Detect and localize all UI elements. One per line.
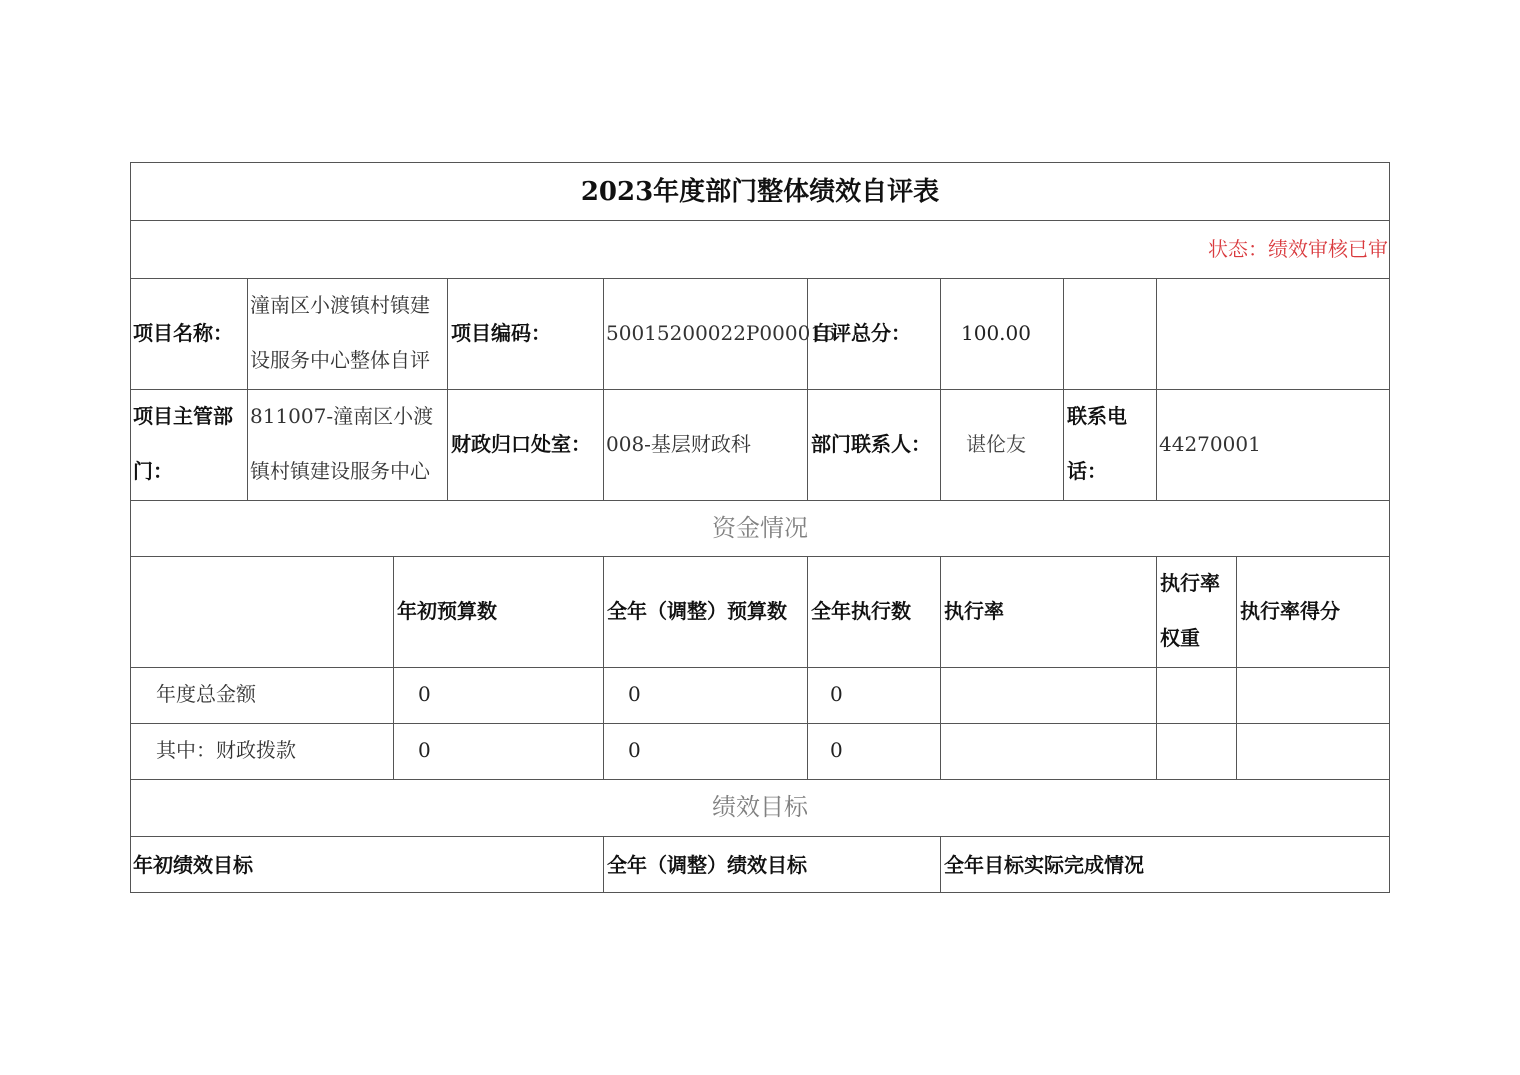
status-badge: 状态：绩效审核已审 xyxy=(1208,237,1388,261)
header-budget-initial: 年初预算数 xyxy=(397,599,497,623)
project-name-value xyxy=(248,278,447,389)
project-code-label: 项目编码： xyxy=(451,321,551,345)
table-cell: 0 xyxy=(830,682,843,706)
header-weight-line: 执行率 xyxy=(1160,571,1220,595)
total-score-label: 自评总分： xyxy=(811,321,911,345)
contact-label: 部门联系人： xyxy=(811,432,931,456)
phone-label-line: 话： xyxy=(1067,459,1107,483)
page-title: 2023年度部门整体绩效自评表 xyxy=(580,177,940,207)
contact-name: 谌伦友 xyxy=(966,432,1026,456)
table-cell: 0 xyxy=(628,682,641,706)
project-code-value: 50015200022P000015 xyxy=(606,321,836,345)
funds-section-title: 资金情况 xyxy=(712,514,808,542)
phone-value: 44270001 xyxy=(1159,432,1261,456)
rule xyxy=(130,892,1390,893)
table-row-label: 其中：财政拨款 xyxy=(156,738,296,762)
total-score-value: 100.00 xyxy=(961,321,1031,345)
dept-value xyxy=(248,389,447,500)
header-weight-line: 权重 xyxy=(1160,626,1200,650)
header-score: 执行率得分 xyxy=(1240,599,1340,623)
project-name-line: 潼南区小渡镇村镇建 xyxy=(250,293,430,317)
finance-office-value: 008-基层财政科 xyxy=(606,432,751,456)
header-budget-adjusted: 全年（调整）预算数 xyxy=(607,599,787,623)
goal-actual-header: 全年目标实际完成情况 xyxy=(944,853,1144,877)
header-executed: 全年执行数 xyxy=(811,599,911,623)
phone-label-line: 联系电 xyxy=(1067,404,1127,428)
table-cell: 0 xyxy=(628,738,641,762)
table-cell: 0 xyxy=(418,738,431,762)
dept-line: 镇村镇建设服务中心 xyxy=(250,459,430,483)
dept-label-line: 项目主管部 xyxy=(133,404,233,428)
table-cell: 0 xyxy=(830,738,843,762)
evaluation-table xyxy=(130,162,1390,893)
phone-label xyxy=(1064,389,1156,500)
goal-initial-header: 年初绩效目标 xyxy=(133,853,253,877)
project-name-label: 项目名称： xyxy=(133,321,233,345)
dept-line: 811007-潼南区小渡 xyxy=(250,404,434,428)
dept-label xyxy=(130,389,247,500)
header-weight xyxy=(1157,556,1236,667)
project-name-line: 设服务中心整体自评 xyxy=(250,348,430,372)
header-rate: 执行率 xyxy=(944,599,1004,623)
table-cell: 0 xyxy=(418,682,431,706)
goals-section-title: 绩效目标 xyxy=(712,793,808,821)
goal-adjusted-header: 全年（调整）绩效目标 xyxy=(607,853,807,877)
dept-label-line: 门： xyxy=(133,459,173,483)
finance-office-label: 财政归口处室： xyxy=(451,432,591,456)
table-row-label: 年度总金额 xyxy=(156,682,256,706)
